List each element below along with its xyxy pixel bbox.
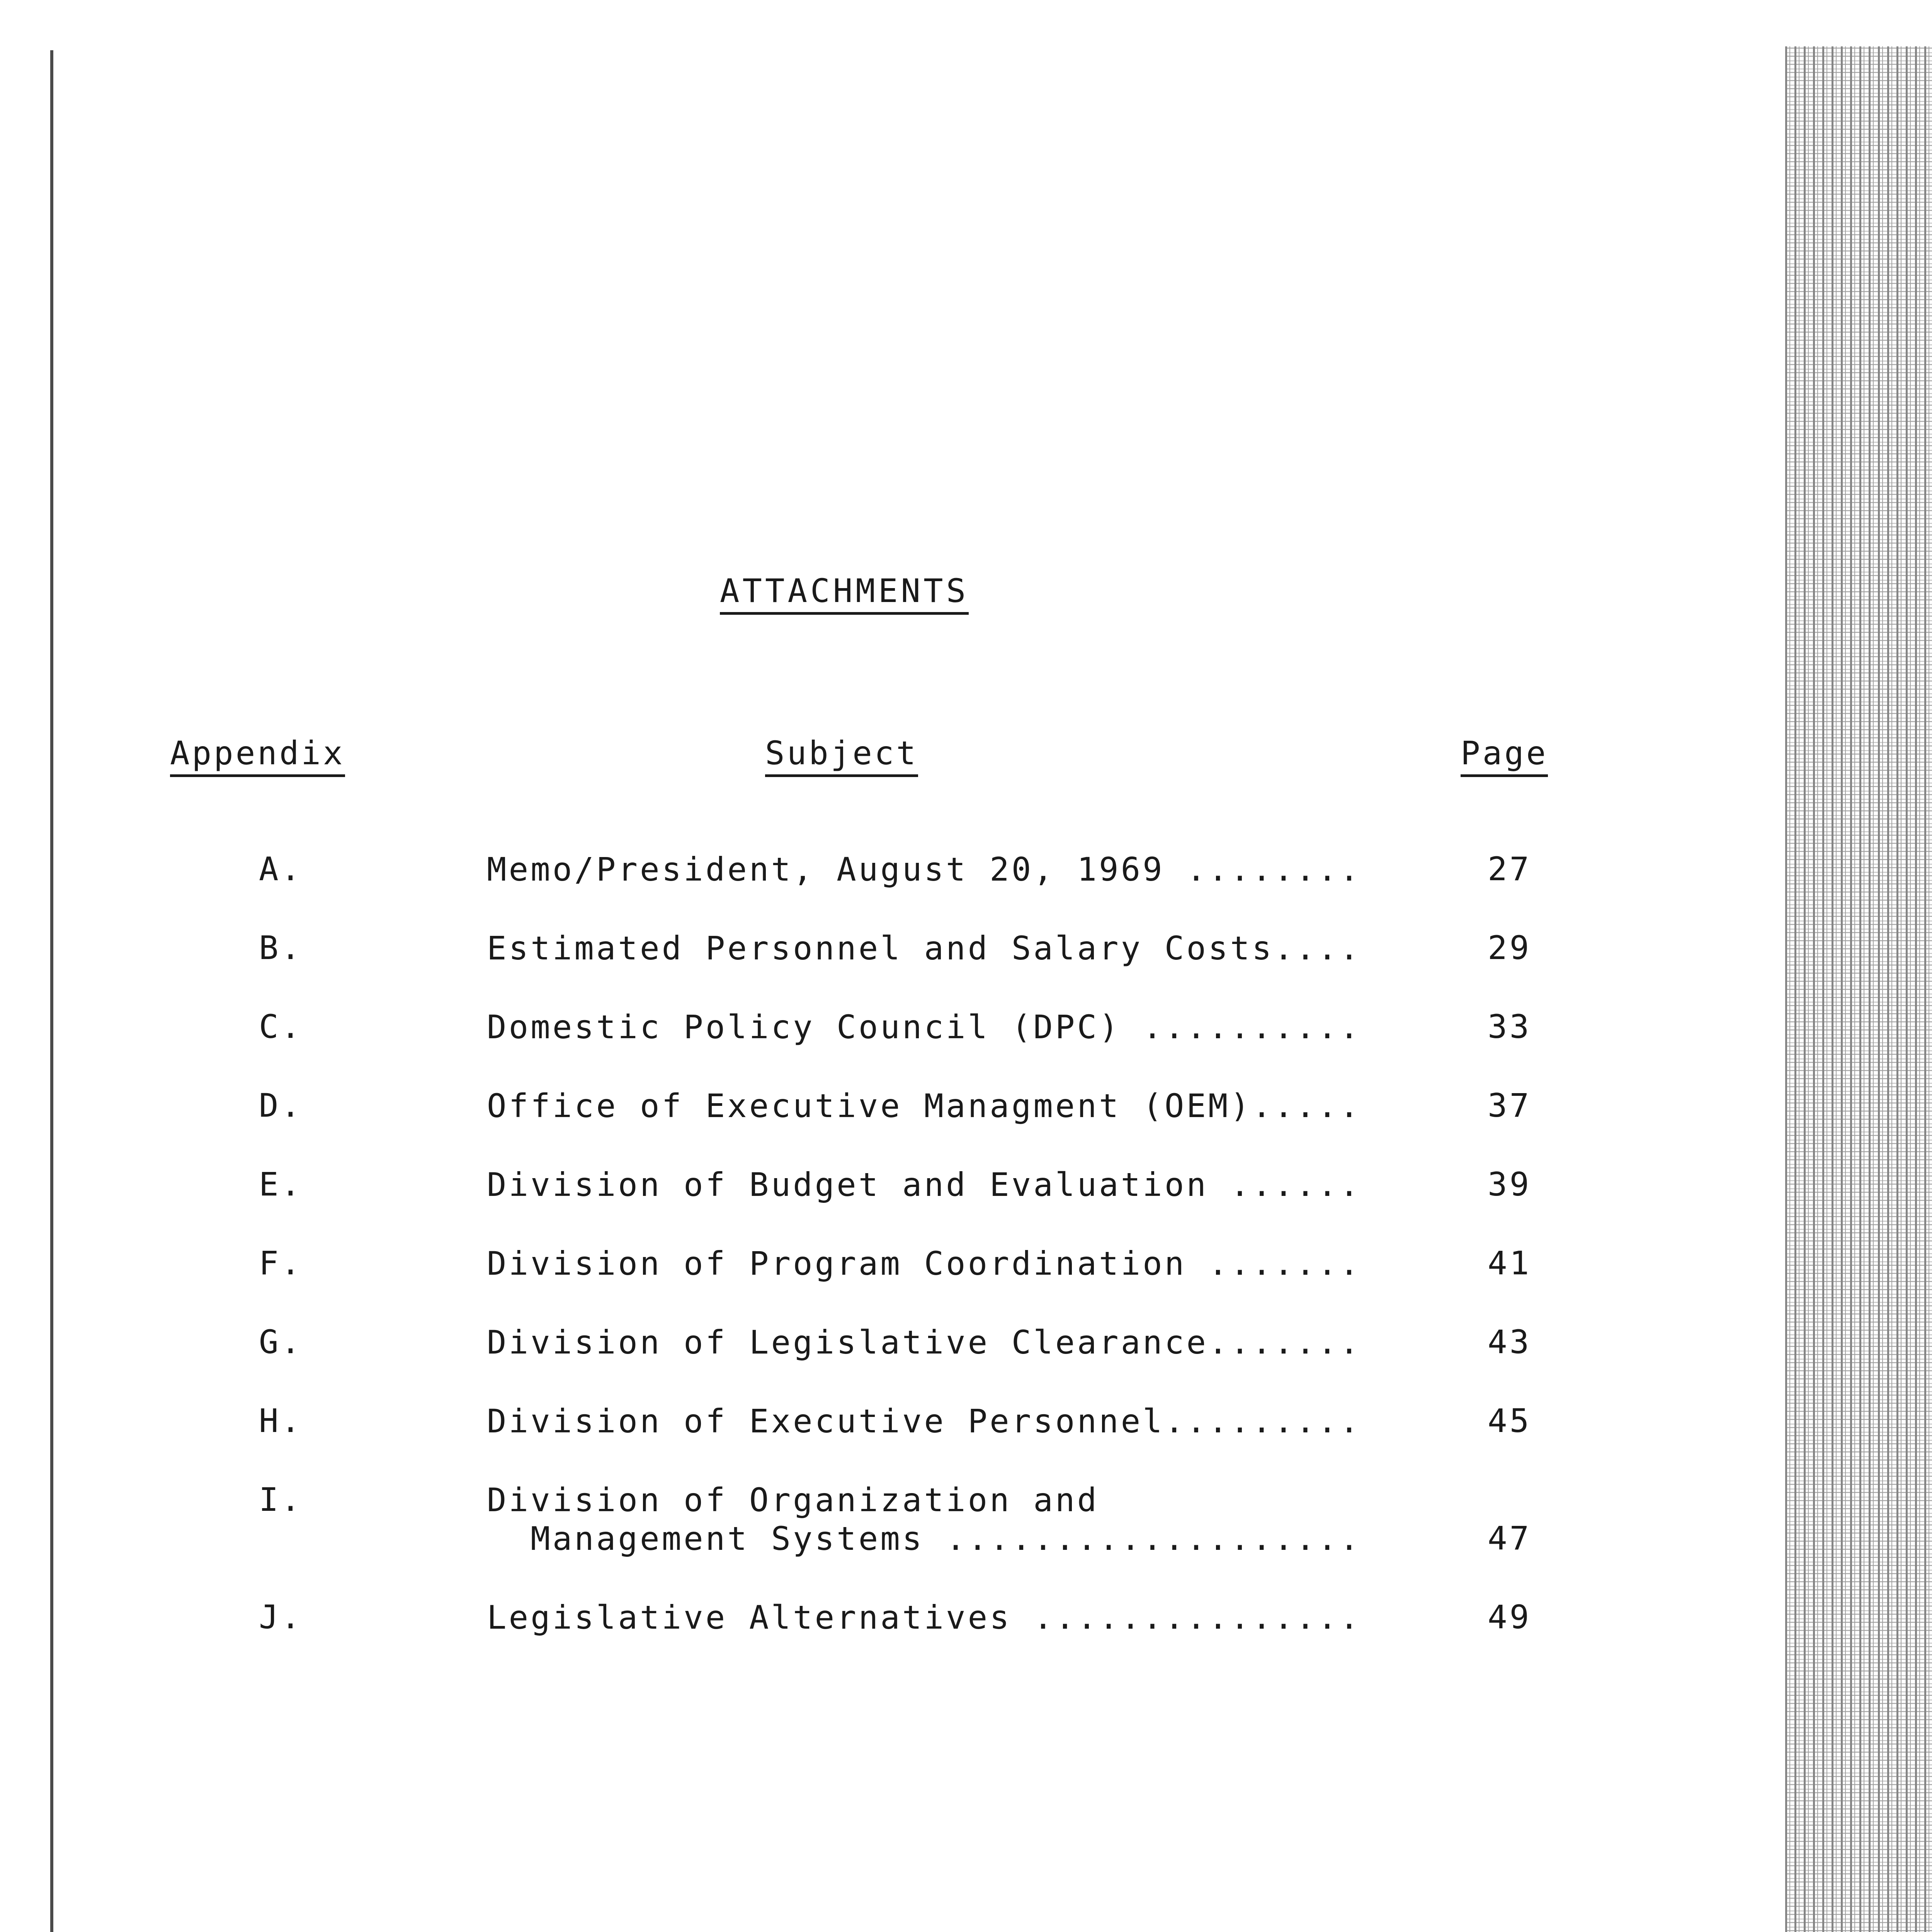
attachment-subject: Division of Program Coordination .......: [487, 1245, 1361, 1282]
attachment-page: 33: [1488, 1008, 1532, 1046]
attachment-page: 37: [1488, 1087, 1532, 1124]
attachment-subject: Division of Budget and Evaluation ......: [487, 1166, 1361, 1204]
attachment-subject: Division of Legislative Clearance.......: [487, 1323, 1361, 1361]
attachment-subject: Division of Executive Personnel.........: [487, 1402, 1361, 1440]
attachment-row-a: [0, 850, 1662, 929]
appendix-letter: A.: [259, 850, 303, 888]
attachment-page: 49: [1488, 1598, 1532, 1636]
attachment-row-j: [0, 1598, 1662, 1677]
appendix-letter: F.: [259, 1244, 303, 1282]
attachment-row-d: [0, 1087, 1662, 1165]
appendix-letter: B.: [259, 929, 303, 967]
attachment-row-b: [0, 929, 1662, 1008]
attachments-list: [0, 850, 1662, 1677]
attachment-subject: Office of Executive Managment (OEM).....: [487, 1087, 1361, 1125]
attachment-row-i: [0, 1481, 1662, 1598]
appendix-letter: D.: [259, 1087, 303, 1124]
attachment-page: 39: [1488, 1165, 1532, 1203]
attachment-row-c: [0, 1008, 1662, 1087]
attachment-page: 41: [1488, 1244, 1532, 1282]
attachment-page: 27: [1488, 850, 1532, 888]
attachment-subject: Domestic Policy Council (DPC) ..........: [487, 1008, 1361, 1046]
column-header-page: Page: [1461, 734, 1548, 772]
attachment-row-f: [0, 1244, 1662, 1323]
attachment-subject: Estimated Personnel and Salary Costs....: [487, 929, 1361, 967]
appendix-letter: G.: [259, 1323, 303, 1361]
attachment-page: 47: [1488, 1519, 1532, 1557]
column-header-subject: Subject: [765, 734, 918, 772]
attachment-page: 29: [1488, 929, 1532, 967]
attachment-page: 43: [1488, 1323, 1532, 1361]
attachment-row-h: [0, 1402, 1662, 1481]
attachment-row-g: [0, 1323, 1662, 1402]
attachment-page: 45: [1488, 1402, 1532, 1440]
attachment-subject: Memo/President, August 20, 1969 ........: [487, 850, 1361, 888]
appendix-letter: I.: [259, 1481, 303, 1519]
appendix-letter: J.: [259, 1598, 303, 1636]
column-header-appendix: Appendix: [170, 734, 345, 772]
scan-right-edge-noise: [1785, 46, 1932, 1932]
attachment-row-e: [0, 1165, 1662, 1244]
attachment-subject: Division of Organization and Management Systems ...................: [487, 1481, 1361, 1558]
appendix-letter: H.: [259, 1402, 303, 1440]
page-title: [0, 572, 1689, 610]
appendix-letter: E.: [259, 1165, 303, 1203]
title-text: ATTACHMENTS: [720, 572, 969, 615]
appendix-letter: C.: [259, 1008, 303, 1046]
attachment-subject: Legislative Alternatives ...............: [487, 1599, 1361, 1636]
